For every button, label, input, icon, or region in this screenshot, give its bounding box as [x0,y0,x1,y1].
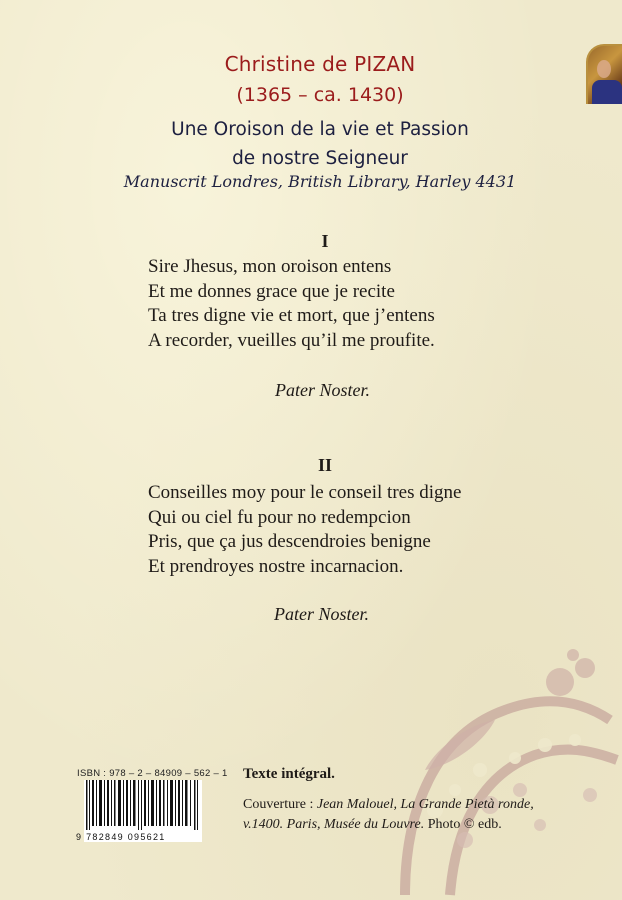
barcode-digits: 9 782849 095621 [76,832,166,842]
isbn-number: ISBN : 978 – 2 – 84909 – 562 – 1 [77,768,228,779]
barcode-bars [84,780,202,830]
stanza-2 [148,481,461,579]
stanza-2-numeral: II [317,455,332,475]
author-dates: (1365 – ca. 1430) [236,84,404,106]
verse-line: Et me donnes grace que je recite [148,280,395,302]
work-title-line-2: de nostre Seigneur [232,148,408,169]
author-name: Christine de PIZAN [224,52,416,76]
verse-line: Pris, que ça jus descendroies benigne [148,531,431,552]
work-title-line-1: Une Oroison de la vie et Passion [171,119,469,140]
stanza-2-refrain: Pater Noster. [274,604,370,624]
verse-line: A recorder, vueilles qu’il me proufite. [148,329,435,351]
verse-line: Conseilles moy pour le conseil tres digne [148,482,462,503]
manuscript-source: Manuscrit Londres, British Library, Harley 4431 [123,172,517,191]
stanza-1 [148,255,435,353]
credit-prefix: Couverture : [243,797,317,812]
cover-credit [243,795,543,835]
verse-line: Et prendroyes nostre incarnacion. [148,555,404,577]
credit-photo: Photo © edb. [424,817,502,832]
verse-line: Ta tres digne vie et mort, que j’entens [148,305,435,326]
cover-painting-thumbnail [586,44,622,104]
texte-integral-label: Texte intégral. [243,766,335,782]
verse-line: Qui ou ciel fu pour no redempcion [148,506,411,528]
stanza-1-refrain: Pater Noster. [275,380,371,400]
verse-line: Sire Jhesus, mon oroison entens [148,256,392,277]
stanza-1-numeral: I [321,231,329,251]
decorated-initial-ornament [395,640,622,900]
credit-artwork: Jean Malouel, La Grande Pietà ronde, v.1400. Paris, Musée du Louvre. [243,797,534,832]
